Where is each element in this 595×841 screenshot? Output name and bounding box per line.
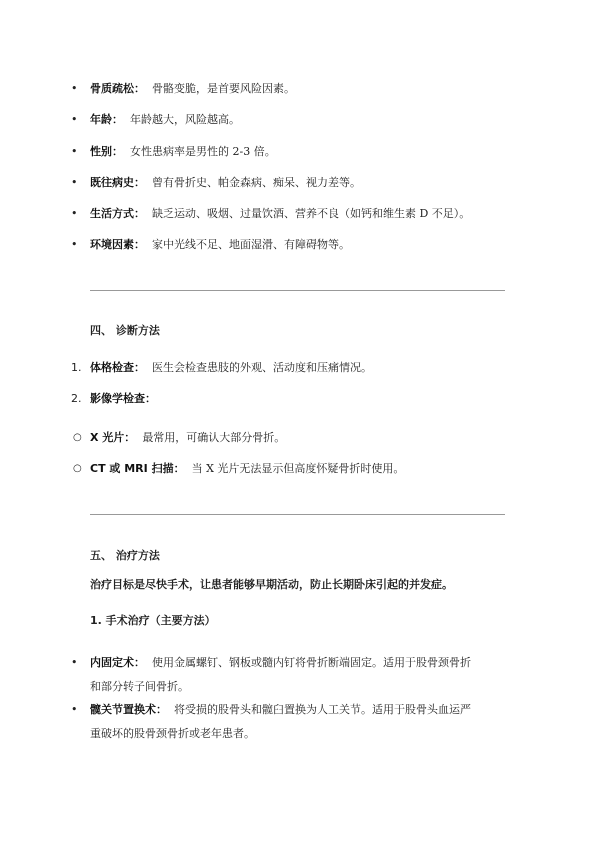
- item-text: 医生会检查患肢的外观、活动度和压痛情况。: [152, 361, 372, 374]
- item-label: 环境因素：: [90, 238, 145, 251]
- item-label: 生活方式：: [90, 207, 145, 220]
- item-text-cont: 重破坏的股骨颈骨折或老年患者。: [90, 727, 255, 740]
- item-number: 1.: [71, 361, 82, 374]
- item-text: 最常用，可确认大部分骨折。: [142, 431, 286, 444]
- item-label: 髋关节置换术：: [90, 703, 167, 716]
- item-text: 当 X 光片无法显示但高度怀疑骨折时使用。: [191, 462, 405, 475]
- bullet-icon: •: [71, 176, 78, 189]
- bullet-icon: •: [71, 207, 78, 220]
- item-text: 将受损的股骨头和髋臼置换为人工关节。适用于股骨头血运严: [174, 703, 471, 716]
- item-number: 2.: [71, 392, 82, 405]
- bullet-icon: •: [71, 656, 78, 669]
- bullet-icon: •: [71, 145, 78, 158]
- circle-bullet-icon: ○: [73, 463, 82, 474]
- item-label: 既往病史：: [90, 176, 145, 189]
- item-label: 骨质疏松：: [90, 82, 145, 95]
- divider: [90, 514, 505, 515]
- item-label: 内固定术：: [90, 656, 145, 669]
- item-text: 缺乏运动、吸烟、过量饮酒、营养不良（如钙和维生素 D 不足）。: [152, 207, 471, 220]
- circle-bullet-icon: ○: [73, 432, 82, 443]
- item-label: 体格检查：: [90, 361, 145, 374]
- bullet-icon: •: [71, 82, 78, 95]
- bullet-icon: •: [71, 113, 78, 126]
- item-text: 骨骼变脆，是首要风险因素。: [152, 82, 295, 95]
- item-label: 性别：: [90, 145, 123, 158]
- item-label: 影像学检查：: [90, 392, 156, 405]
- bullet-icon: •: [71, 238, 78, 251]
- item-label: X 光片：: [90, 431, 136, 444]
- item-text: 女性患病率是男性的 2-3 倍。: [130, 145, 276, 158]
- sub-heading: 1. 手术治疗（主要方法）: [90, 614, 216, 627]
- item-text: 年龄越大，风险越高。: [130, 113, 240, 126]
- item-text: 曾有骨折史、帕金森病、痴呆、视力差等。: [152, 176, 361, 189]
- item-text: 使用金属螺钉、钢板或髓内钉将骨折断端固定。适用于股骨颈骨折: [152, 656, 471, 669]
- section-heading: 五、 治疗方法: [90, 549, 160, 562]
- item-text-cont: 和部分转子间骨折。: [90, 680, 189, 693]
- item-label: CT 或 MRI 扫描：: [90, 462, 185, 475]
- item-label: 年龄：: [90, 113, 123, 126]
- bullet-icon: •: [71, 703, 78, 716]
- item-text: 家中光线不足、地面湿滑、有障碍物等。: [152, 238, 350, 251]
- section-heading: 四、 诊断方法: [90, 324, 160, 337]
- treatment-goal: 治疗目标是尽快手术，让患者能够早期活动，防止长期卧床引起的并发症。: [90, 578, 453, 591]
- divider: [90, 290, 505, 291]
